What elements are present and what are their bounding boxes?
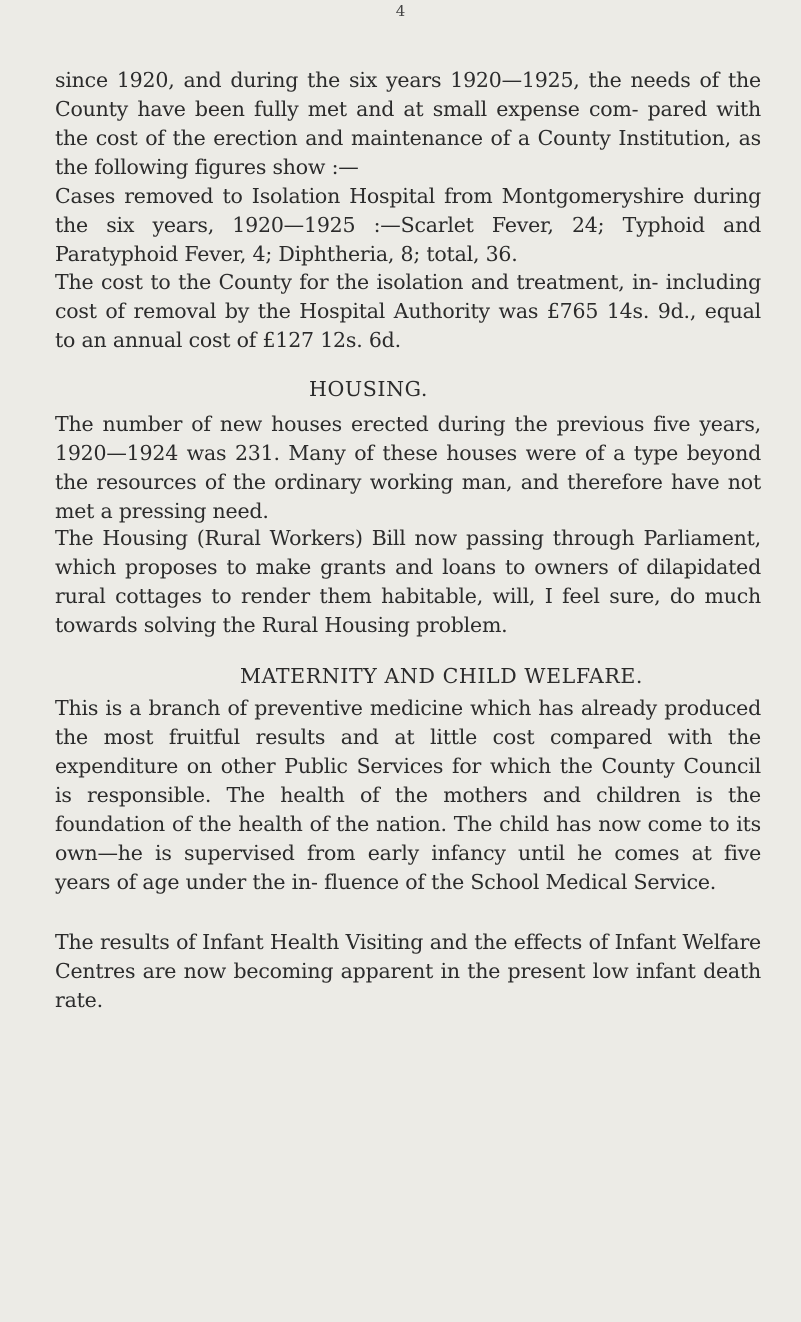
heading-housing: HOUSING.	[309, 377, 429, 401]
page-number: 4	[395, 2, 406, 20]
paragraph-housing-numbers: The number of new houses erected during the previous five years, 1920—1924 was 231. Many of these houses were of a type beyond the resources of the ordinary working man, and therefore have not met a pressing need.	[55, 412, 761, 523]
paragraph-housing-bill: The Housing (Rural Workers) Bill now passing through Parliament, which proposes to make grants and loans to owners of dilapidated rural cottages to render them habitable, will, I feel sure, do much towards solving the Rural Housing problem.	[55, 526, 761, 637]
paragraph-isolation-intro: since 1920, and during the six years 1920—1925, the needs of the County have been fully met and at small expense com- pared with the cost of the erection and maintenance of a County Institution, as the following figures show :—	[55, 68, 761, 179]
paragraph-isolation-cost: The cost to the County for the isolation and treatment, in- including cost of removal by the Hospital Authority was £765 14s. 9d., equal to an annual cost of £127 12s. 6d.	[55, 270, 761, 352]
paragraph-isolation-cases: Cases removed to Isolation Hospital from Montgomeryshire during the six years, 1920—1925 :—Scarlet Fever, 24; Typhoid and Paratyphoid Fever, 4; Diphtheria, 8; total, 36.	[55, 184, 761, 266]
paragraph-infant-welfare: The results of Infant Health Visiting and the effects of Infant Welfare Centres are now becoming apparent in the present low infant death rate.	[55, 930, 761, 1012]
paragraph-maternity: This is a branch of preventive medicine which has already produced the most fruitful results and at little cost compared with the expenditure on other Public Services for which the County Council is responsible. The health of the mothers and children is the foundation of the health of the nation. The child has now come to its own—he is supervised from early infancy until he comes at five years of age under the in- fluence of the School Medical Service.	[55, 696, 761, 894]
heading-maternity-child-welfare: MATERNITY AND CHILD WELFARE.	[240, 664, 644, 688]
